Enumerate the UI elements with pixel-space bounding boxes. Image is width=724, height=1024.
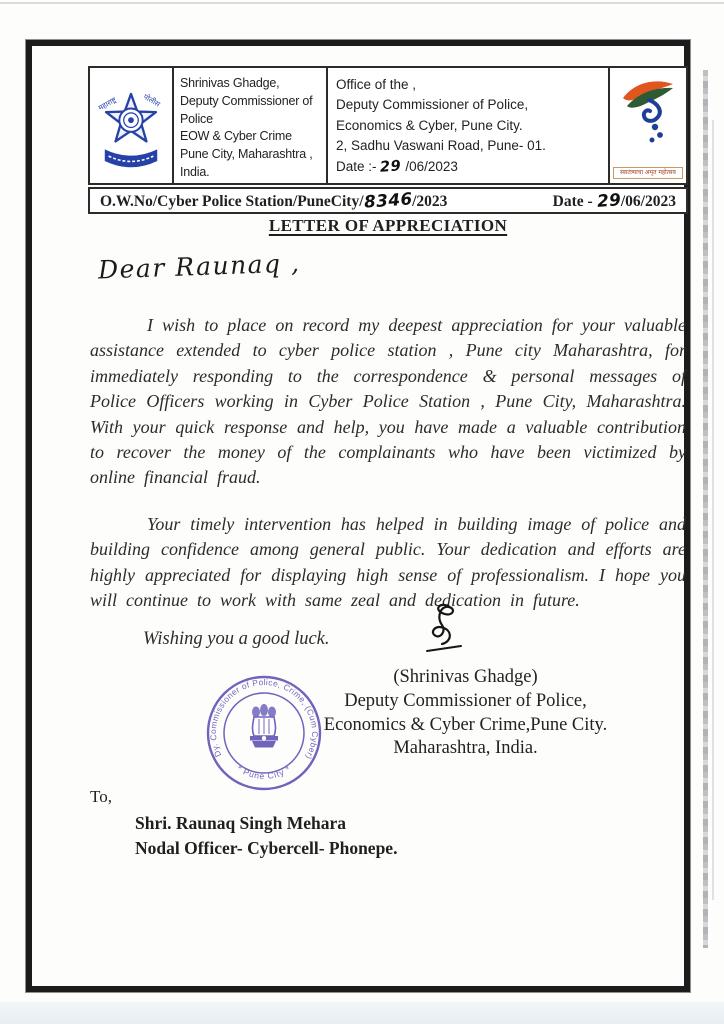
body-paragraph-1: I wish to place on record my deepest appreciation for your valuable assistance extended to cyber police station , Pune city Maharashtra, for immediately responding to the correspondence & personal messages of Police Officers working in Cyber Police Station , Pune City, Maharashtra. With your quick response and help, you have made a valuable contribution to recover the money of the complainants who have been victimized by online financial fraud. bbox=[90, 315, 686, 488]
signatory-title: Deputy Commissioner of Police, bbox=[344, 690, 587, 711]
date-prefix: Date :- bbox=[336, 159, 381, 174]
officer-line: Shrinivas Ghadge, bbox=[180, 76, 280, 90]
badge-center-dot bbox=[128, 117, 134, 123]
official-round-stamp bbox=[202, 671, 326, 795]
reference-date bbox=[553, 190, 676, 211]
amrit-mahotsav-logo-icon bbox=[619, 76, 677, 152]
letter-title: LETTER OF APPRECIATION bbox=[268, 216, 508, 235]
badge-text-left: महाराष्ट्र bbox=[97, 94, 118, 112]
badge-text-right: पोलीस bbox=[141, 91, 162, 109]
swirl-dot bbox=[652, 124, 658, 130]
police-badge-cell bbox=[90, 68, 174, 183]
ref-prefix: O.W.No/Cyber Police Station/PuneCity/ bbox=[100, 193, 364, 210]
swirl-dot bbox=[657, 132, 663, 138]
signatory-name: (Shrinivas Ghadge) bbox=[393, 667, 538, 687]
office-line: Office of the , bbox=[336, 77, 417, 92]
signatory-dept: Economics & Cyber Crime,Pune City. bbox=[323, 714, 608, 735]
body-paragraph-2: Your timely intervention has helped in building image of police and building confidence among general public. Your dedication and efforts are highly appreciated for displaying high sense of professionalism. I hope you will continue to work with same zeal and dedication in future. bbox=[90, 513, 686, 611]
scan-artifact-right-streak bbox=[703, 70, 708, 948]
office-address-cell bbox=[328, 68, 610, 183]
signature-scribble-icon bbox=[412, 600, 474, 666]
amrit-mahotsav-caption: स्वातंत्र्याचा अमृत महोत्सव bbox=[613, 167, 683, 179]
office-line: 2, Sadhu Vaswani Road, Pune- 01. bbox=[336, 137, 546, 153]
stamp-bottom-text: * Pune City * bbox=[235, 763, 293, 782]
officer-identity-cell bbox=[174, 68, 328, 183]
scan-artifact-right-streak-2 bbox=[712, 120, 714, 900]
letterhead-table bbox=[88, 66, 688, 185]
scan-artifact-bottom-tint bbox=[0, 1002, 724, 1024]
signatory-block bbox=[318, 666, 613, 761]
letter-body bbox=[90, 313, 686, 634]
scan-artifact-top-line bbox=[0, 2, 724, 4]
officer-line: Deputy Commissioner of Police bbox=[180, 93, 313, 126]
handwritten-date-day: 29 bbox=[379, 157, 403, 176]
ref-suffix: /2023 bbox=[412, 193, 448, 210]
swirl-dot bbox=[650, 138, 655, 143]
ref-date-rest: /06/2023 bbox=[620, 193, 676, 210]
signature-stroke bbox=[433, 605, 453, 644]
handwritten-ref-date-day: 29 bbox=[595, 189, 622, 211]
recipient-name: Shri. Raunaq Singh Mehara bbox=[135, 813, 347, 833]
closing-wish: Wishing you a good luck. bbox=[143, 629, 330, 649]
recipient-role: Nodal Officer- Cybercell- Phonepe. bbox=[135, 838, 398, 858]
badge-ribbon bbox=[105, 149, 157, 167]
signature-underline bbox=[427, 646, 461, 651]
outward-number bbox=[100, 190, 447, 211]
maharashtra-police-badge-icon bbox=[97, 76, 165, 176]
signatory-place: Maharashtra, India. bbox=[393, 738, 538, 759]
handwritten-salutation: Dear Raunaq , bbox=[97, 248, 301, 285]
letter-title-row bbox=[88, 216, 688, 236]
reference-number-strip bbox=[88, 187, 688, 214]
ref-date-label: Date - bbox=[552, 193, 597, 210]
recipient-block bbox=[135, 811, 397, 861]
stamp-arc-text: Dy. Commissioner of Police, Crime, (Cum Cyber) bbox=[207, 677, 321, 762]
handwritten-ref-number: 8346 bbox=[362, 188, 413, 212]
date-rest: /06/2023 bbox=[401, 159, 458, 174]
office-line: Deputy Commissioner of Police, bbox=[336, 97, 529, 113]
office-line: Economics & Cyber, Pune City. bbox=[336, 117, 523, 133]
ashoka-emblem-icon bbox=[250, 704, 278, 748]
amrit-mahotsav-cell bbox=[610, 68, 686, 183]
recipient-to-label: To, bbox=[90, 787, 112, 806]
office-date-line bbox=[336, 156, 600, 178]
officer-line: EOW & Cyber Crime Pune City, Maharashtra , India. bbox=[180, 129, 313, 179]
